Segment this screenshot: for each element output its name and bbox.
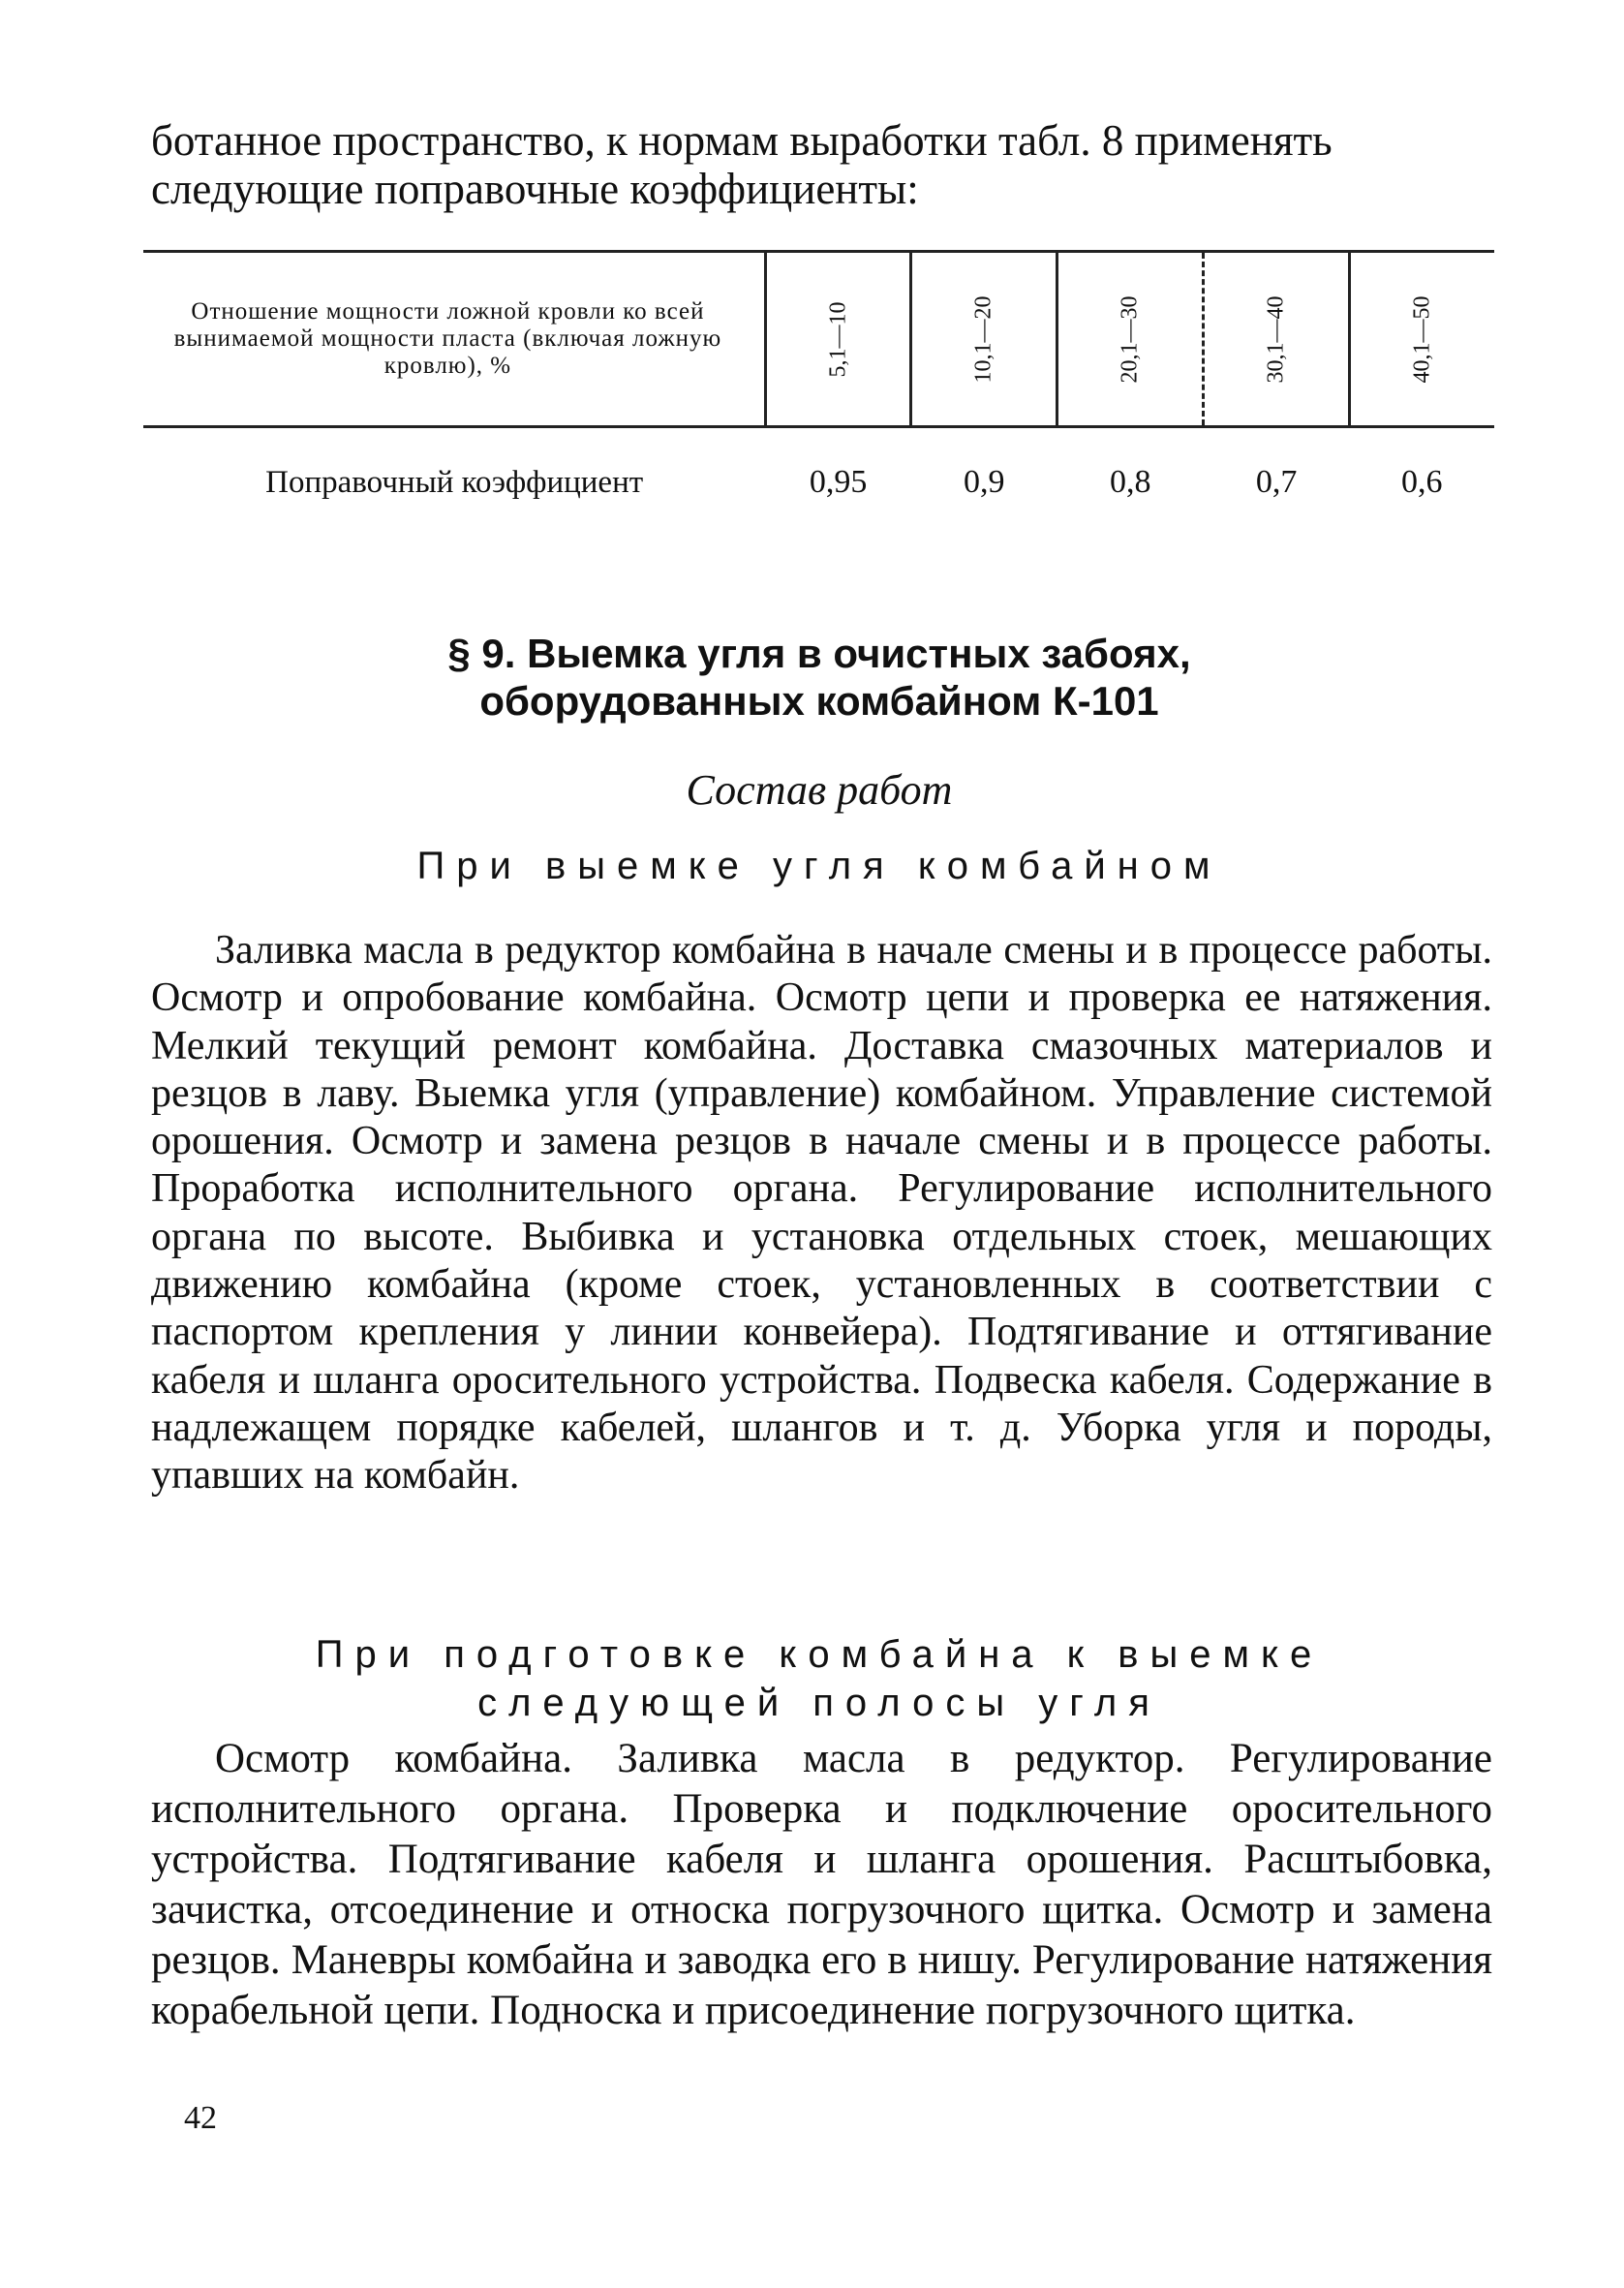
row-label: Поправочный коэффициент (265, 464, 644, 500)
table-header-label: Отношение мощности ложной кровли ко всей вынимаемой мощности пласта (включая ложную кровлю), % (143, 252, 765, 427)
range-cell (1057, 252, 1204, 427)
section-heading (151, 630, 1487, 725)
range-cell (1204, 252, 1350, 427)
range-cell (1350, 252, 1494, 427)
range-label: 5,1—10 (825, 301, 851, 377)
range-cell (765, 252, 910, 427)
range-label: 10,1—20 (970, 295, 996, 383)
coefficient-value: 0,7 (1255, 464, 1298, 500)
subheading-preparation-line-2: следующей полосы угля (477, 1682, 1161, 1724)
range-label: 20,1—30 (1117, 295, 1143, 383)
section-heading-line-1: § 9. Выемка угля в очистных забоях, (447, 631, 1191, 676)
section-heading-line-2: оборудованных комбайном К-101 (479, 678, 1159, 724)
correction-coefficient-table (143, 250, 1494, 537)
coefficient-value: 0,6 (1401, 464, 1443, 500)
table-row (143, 427, 1494, 538)
subtitle: Состав работ (686, 766, 953, 814)
body-paragraph-1: Заливка масла в редуктор комбайна в начале смены и в процессе работы. Осмотр и опробование комбайна. Осмотр цепи и проверка ее натяжения. Мелкий текущий ремонт комбайна. Доставка смазочных материалов и резцов в лаву. Выемка угля (управление) комбайном. Управление системой орошения. Осмотр и замена резцов в начале смены и в процессе работы. Проработка исполнительного органа. Регулирование исполнительного органа по высоте. Выбивка и установка отдельных стоек, мешающих движению комбайна (кроме стоек, установленных в соответствии с паспортом крепления у линии конвейера). Подтягивание и оттягивание кабеля и шланга оросительного устройства. Подвеска кабеля. Содержание в надлежащем порядке кабелей, шлангов и т. д. Уборка угля и породы, упавших на комбайн. (151, 928, 1492, 1499)
coefficient-value: 0,95 (809, 464, 868, 500)
range-label: 30,1—40 (1263, 295, 1289, 383)
body-paragraph-2: Осмотр комбайна. Заливка масла в редуктор. Регулирование исполнительного органа. Проверка и подключение оросительного устройства. Подтягивание кабеля и шланга орошения. Расштыбовка, зачистка, отсоединение и относка погрузочного щитка. Осмотр и замена резцов. Маневры комбайна и заводка его в нишу. Регулирование натяжения корабельной цепи. Подноска и присоединение погрузочного щитка. (151, 1736, 1492, 2033)
coefficient-value: 0,8 (1109, 464, 1151, 500)
intro-paragraph (151, 116, 1487, 213)
range-label: 40,1—50 (1409, 295, 1435, 383)
coefficient-value: 0,9 (964, 464, 1005, 500)
subheading-preparation (151, 1630, 1487, 1727)
intro-line-2: следующие поправочные коэффициенты: (151, 165, 919, 213)
page-number: 42 (184, 2100, 217, 2136)
subheading-preparation-line-1: При подготовке комбайна к выемке (315, 1633, 1324, 1676)
range-cell (911, 252, 1057, 427)
intro-line-1: ботанное пространство, к нормам выработки табл. 8 применять (151, 116, 1333, 165)
table-header-row (143, 252, 1494, 427)
subheading-coal-extraction: При выемке угля комбайном (416, 845, 1222, 887)
